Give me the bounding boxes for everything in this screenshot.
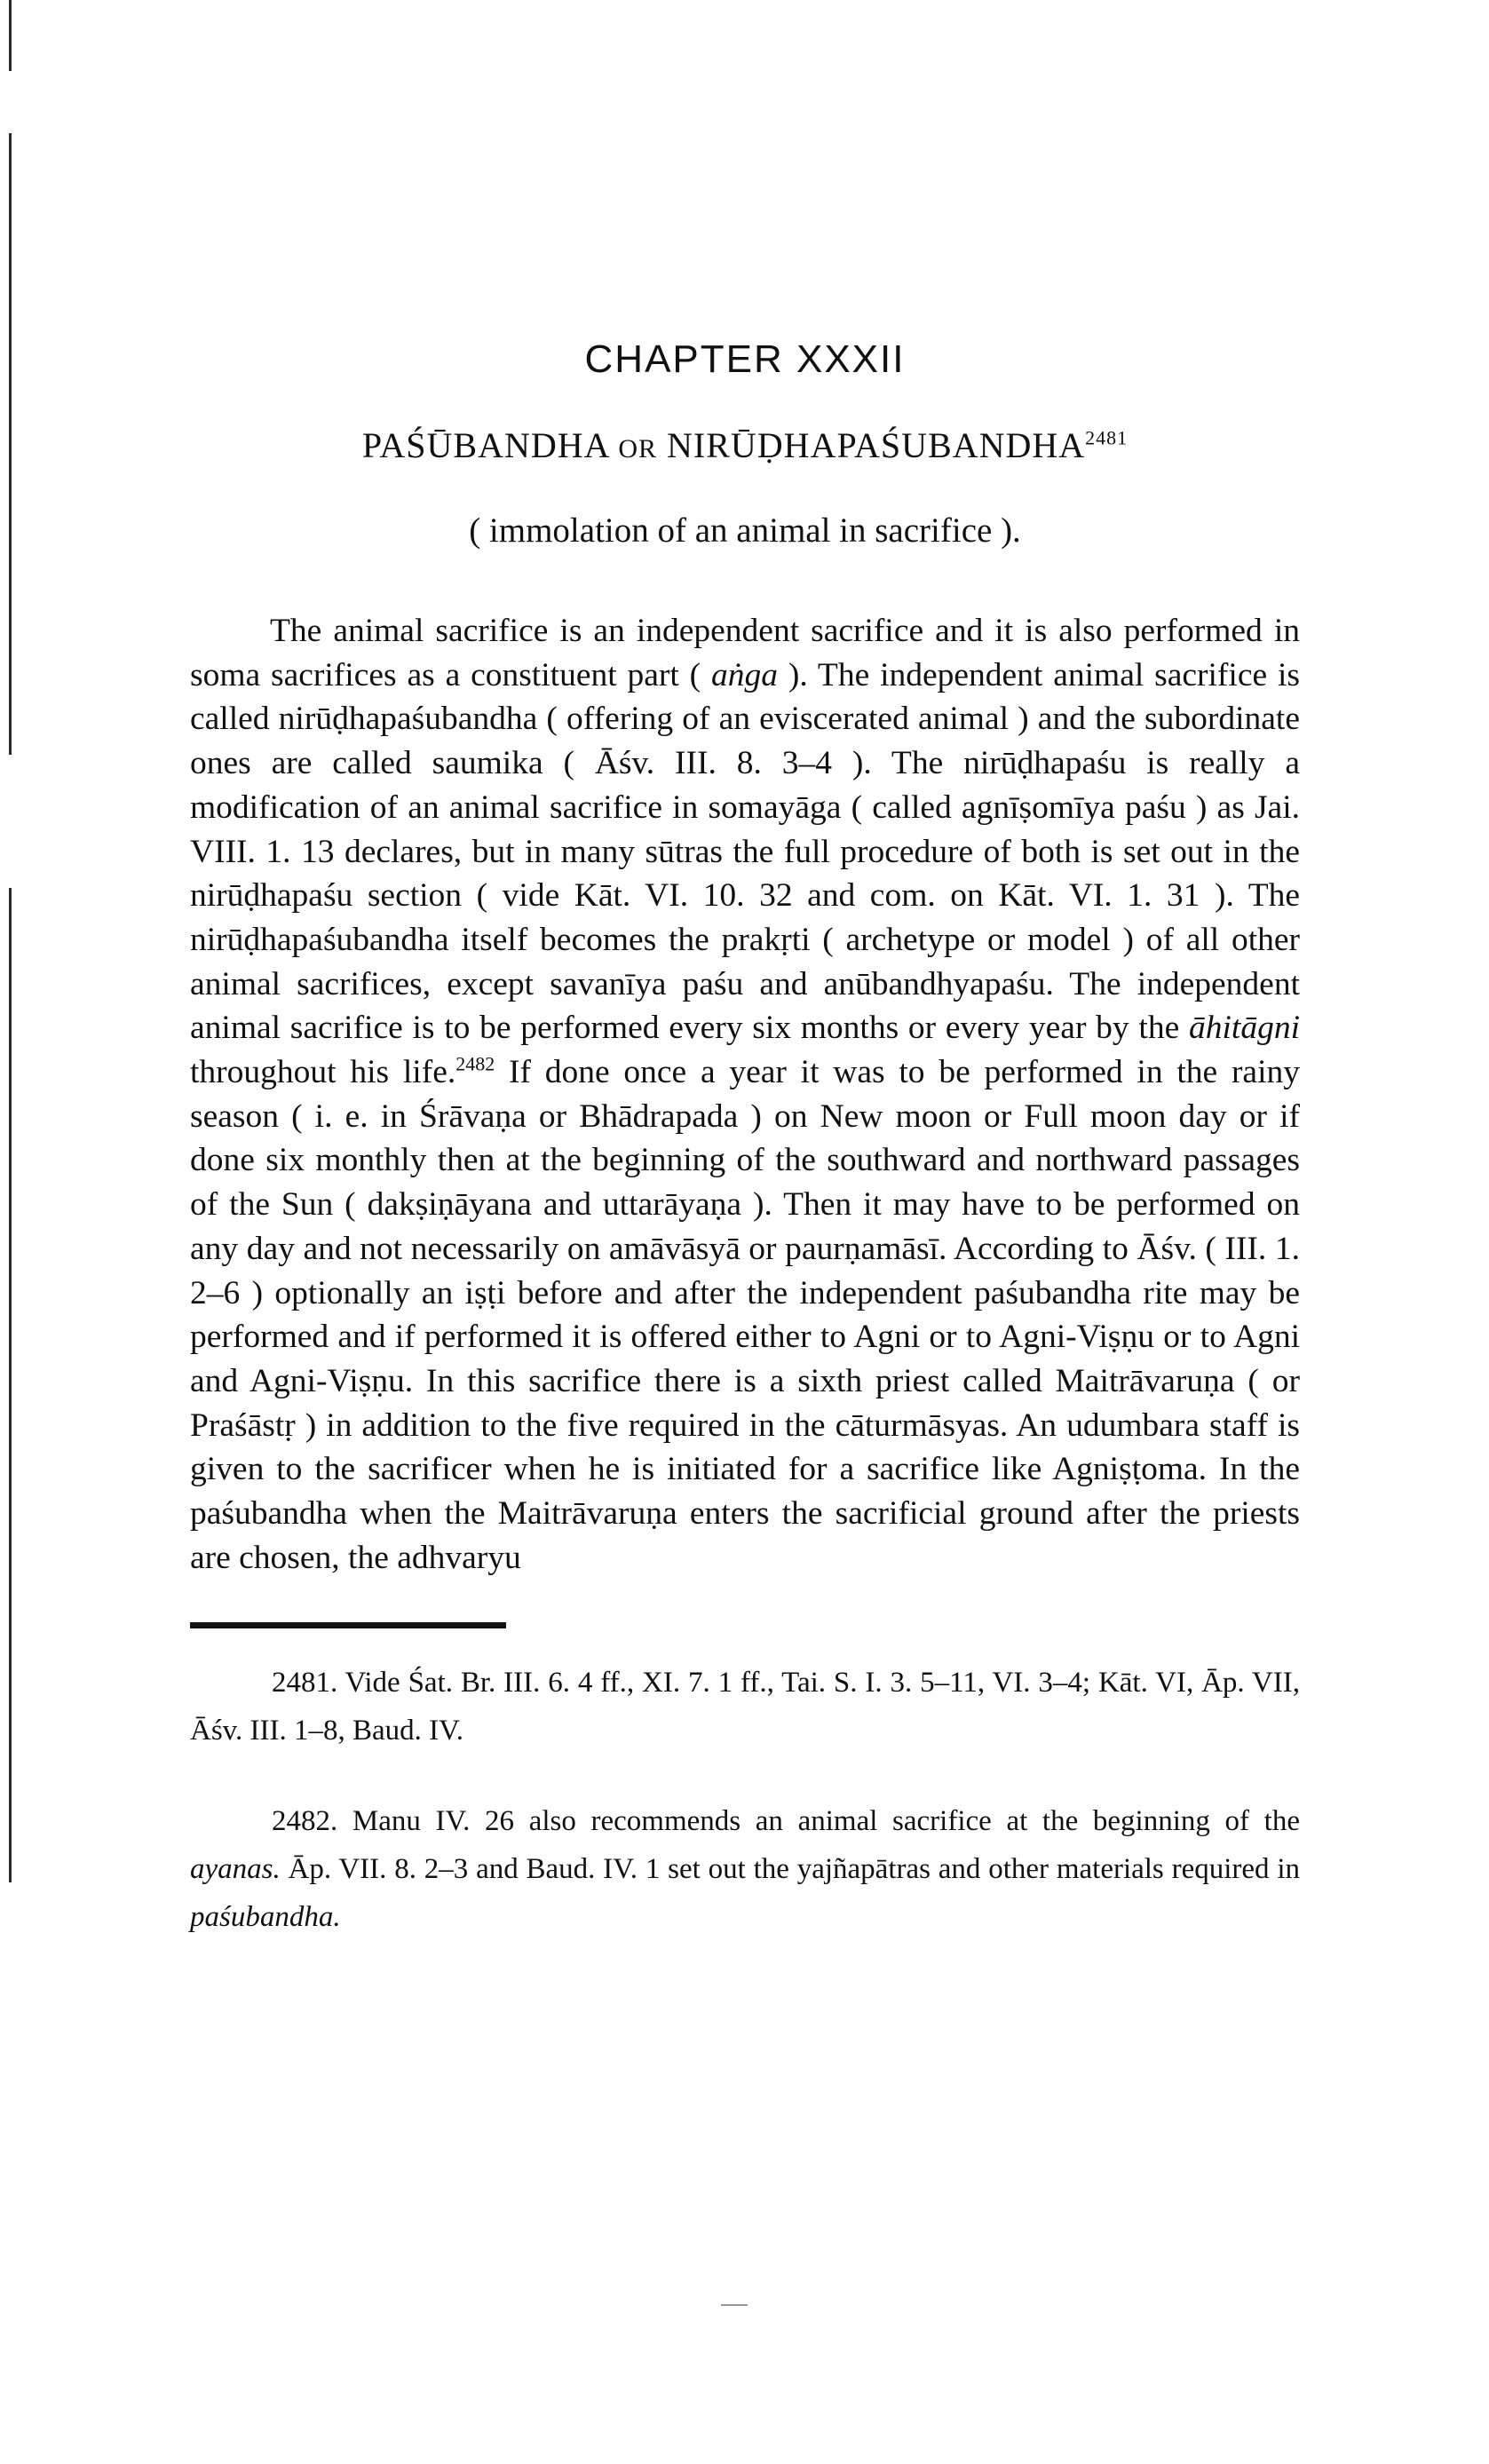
body-italic-anga: aṅga <box>711 656 779 693</box>
footnote-2482-text-2: Āp. VII. 8. 2–3 and Baud. IV. 1 set out the yajñapātras and other materials required in <box>280 1853 1300 1886</box>
footnote-2482 <box>190 1797 1300 1941</box>
title-part-1: PAŚŪBANDHA <box>361 425 609 465</box>
scan-edge-mark-top <box>9 0 12 71</box>
chapter-heading: CHAPTER XXXII <box>584 337 906 381</box>
body-text-3: throughout his life. <box>190 1054 456 1091</box>
body-text-2: ). The independent animal sacrifice is called nirūḍhapaśubandha ( offering of an eviscerated animal ) and the subordinate ones are called saumika ( Āśv. III. 8. 3–4 ). The nirūḍhapaśu is really a modification of an animal sacrifice in somayāga ( called agnīṣomīya paśu ) as Jai. VIII. 1. 13 declares, but in many sūtras the full procedure of both is set out in the nirūḍhapaśu section ( vide Kāt. VI. 10. 32 and com. on Kāt. VI. 1. 31 ). The nirūḍhapaśubandha itself becomes the prakṛti ( archetype or model ) of all other animal sacrifices, except savanīya paśu and anūbandhyapaśu. The independent animal sacrifice is to be performed every six months or every year by the <box>190 656 1300 1047</box>
footnote-rule <box>190 1622 506 1628</box>
body-paragraph <box>190 609 1300 1580</box>
page-bottom-dash <box>721 2304 748 2306</box>
section-note: ( immolation of an animal in sacrifice ). <box>469 511 1021 550</box>
section-title <box>190 424 1300 466</box>
scan-edge-mark-middle <box>9 133 12 755</box>
body-text-4: If done once a year it was to be performed in the rainy season ( i. e. in Śrāvaṇa or Bhādrapada ) on New moon or Full moon day or if done six monthly then at the beginning of the southward and northward passages of the Sun ( dakṣiṇāyana and uttarāyaṇa ). Then it may have to be performed on any day and not necessarily on amāvāsyā or paurṇamāsī. According to Āśv. ( III. 1. 2–6 ) optionally an iṣṭi before and after the independent paśubandha rite may be performed and if performed it is offered either to Agni or to Agni-Viṣṇu or to Agni and Agni-Viṣṇu. In this sacrifice there is a sixth priest called Maitrāvaruṇa ( or Praśāstṛ ) in addition to the five required in the cāturmāsyas. An udumbara staff is given to the sacrificer when he is initiated for a sacrifice like Agniṣṭoma. In the paśubandha when the Maitrāvaruṇa enters the sacrificial ground after the priests are chosen, the adhvaryu <box>190 1054 1300 1576</box>
footnote-2482-italic-1: ayanas. <box>190 1853 281 1886</box>
page-content <box>190 337 1300 1970</box>
scan-edge-mark-bottom <box>9 888 12 1882</box>
footnote-2481: 2481. Vide Śat. Br. III. 6. 4 ff., XI. 7. 1 ff., Tai. S. I. 3. 5–11, VI. 3–4; Kāt. VI, Āp. VII, Āśv. III. 1–8, Baud. IV. <box>190 1667 1300 1747</box>
footnote-ref-2481: 2481 <box>1085 426 1129 449</box>
body-italic-ahitagni: āhitāgni <box>1188 1010 1300 1047</box>
footnote-2482-text-1: 2482. Manu IV. 26 also recommends an animal sacrifice at the beginning of the <box>272 1805 1300 1838</box>
body-text-1: The animal sacrifice is an independent sacrifice and it is also performed in soma sacrifices as a constituent part ( <box>190 613 1300 693</box>
footnote-2482-italic-2: paśubandha. <box>190 1901 341 1934</box>
footnote-ref-2482: 2482 <box>455 1052 495 1075</box>
title-or: OR <box>618 434 658 463</box>
title-part-2: NIRŪḌHAPAŚUBANDHA <box>667 425 1086 465</box>
